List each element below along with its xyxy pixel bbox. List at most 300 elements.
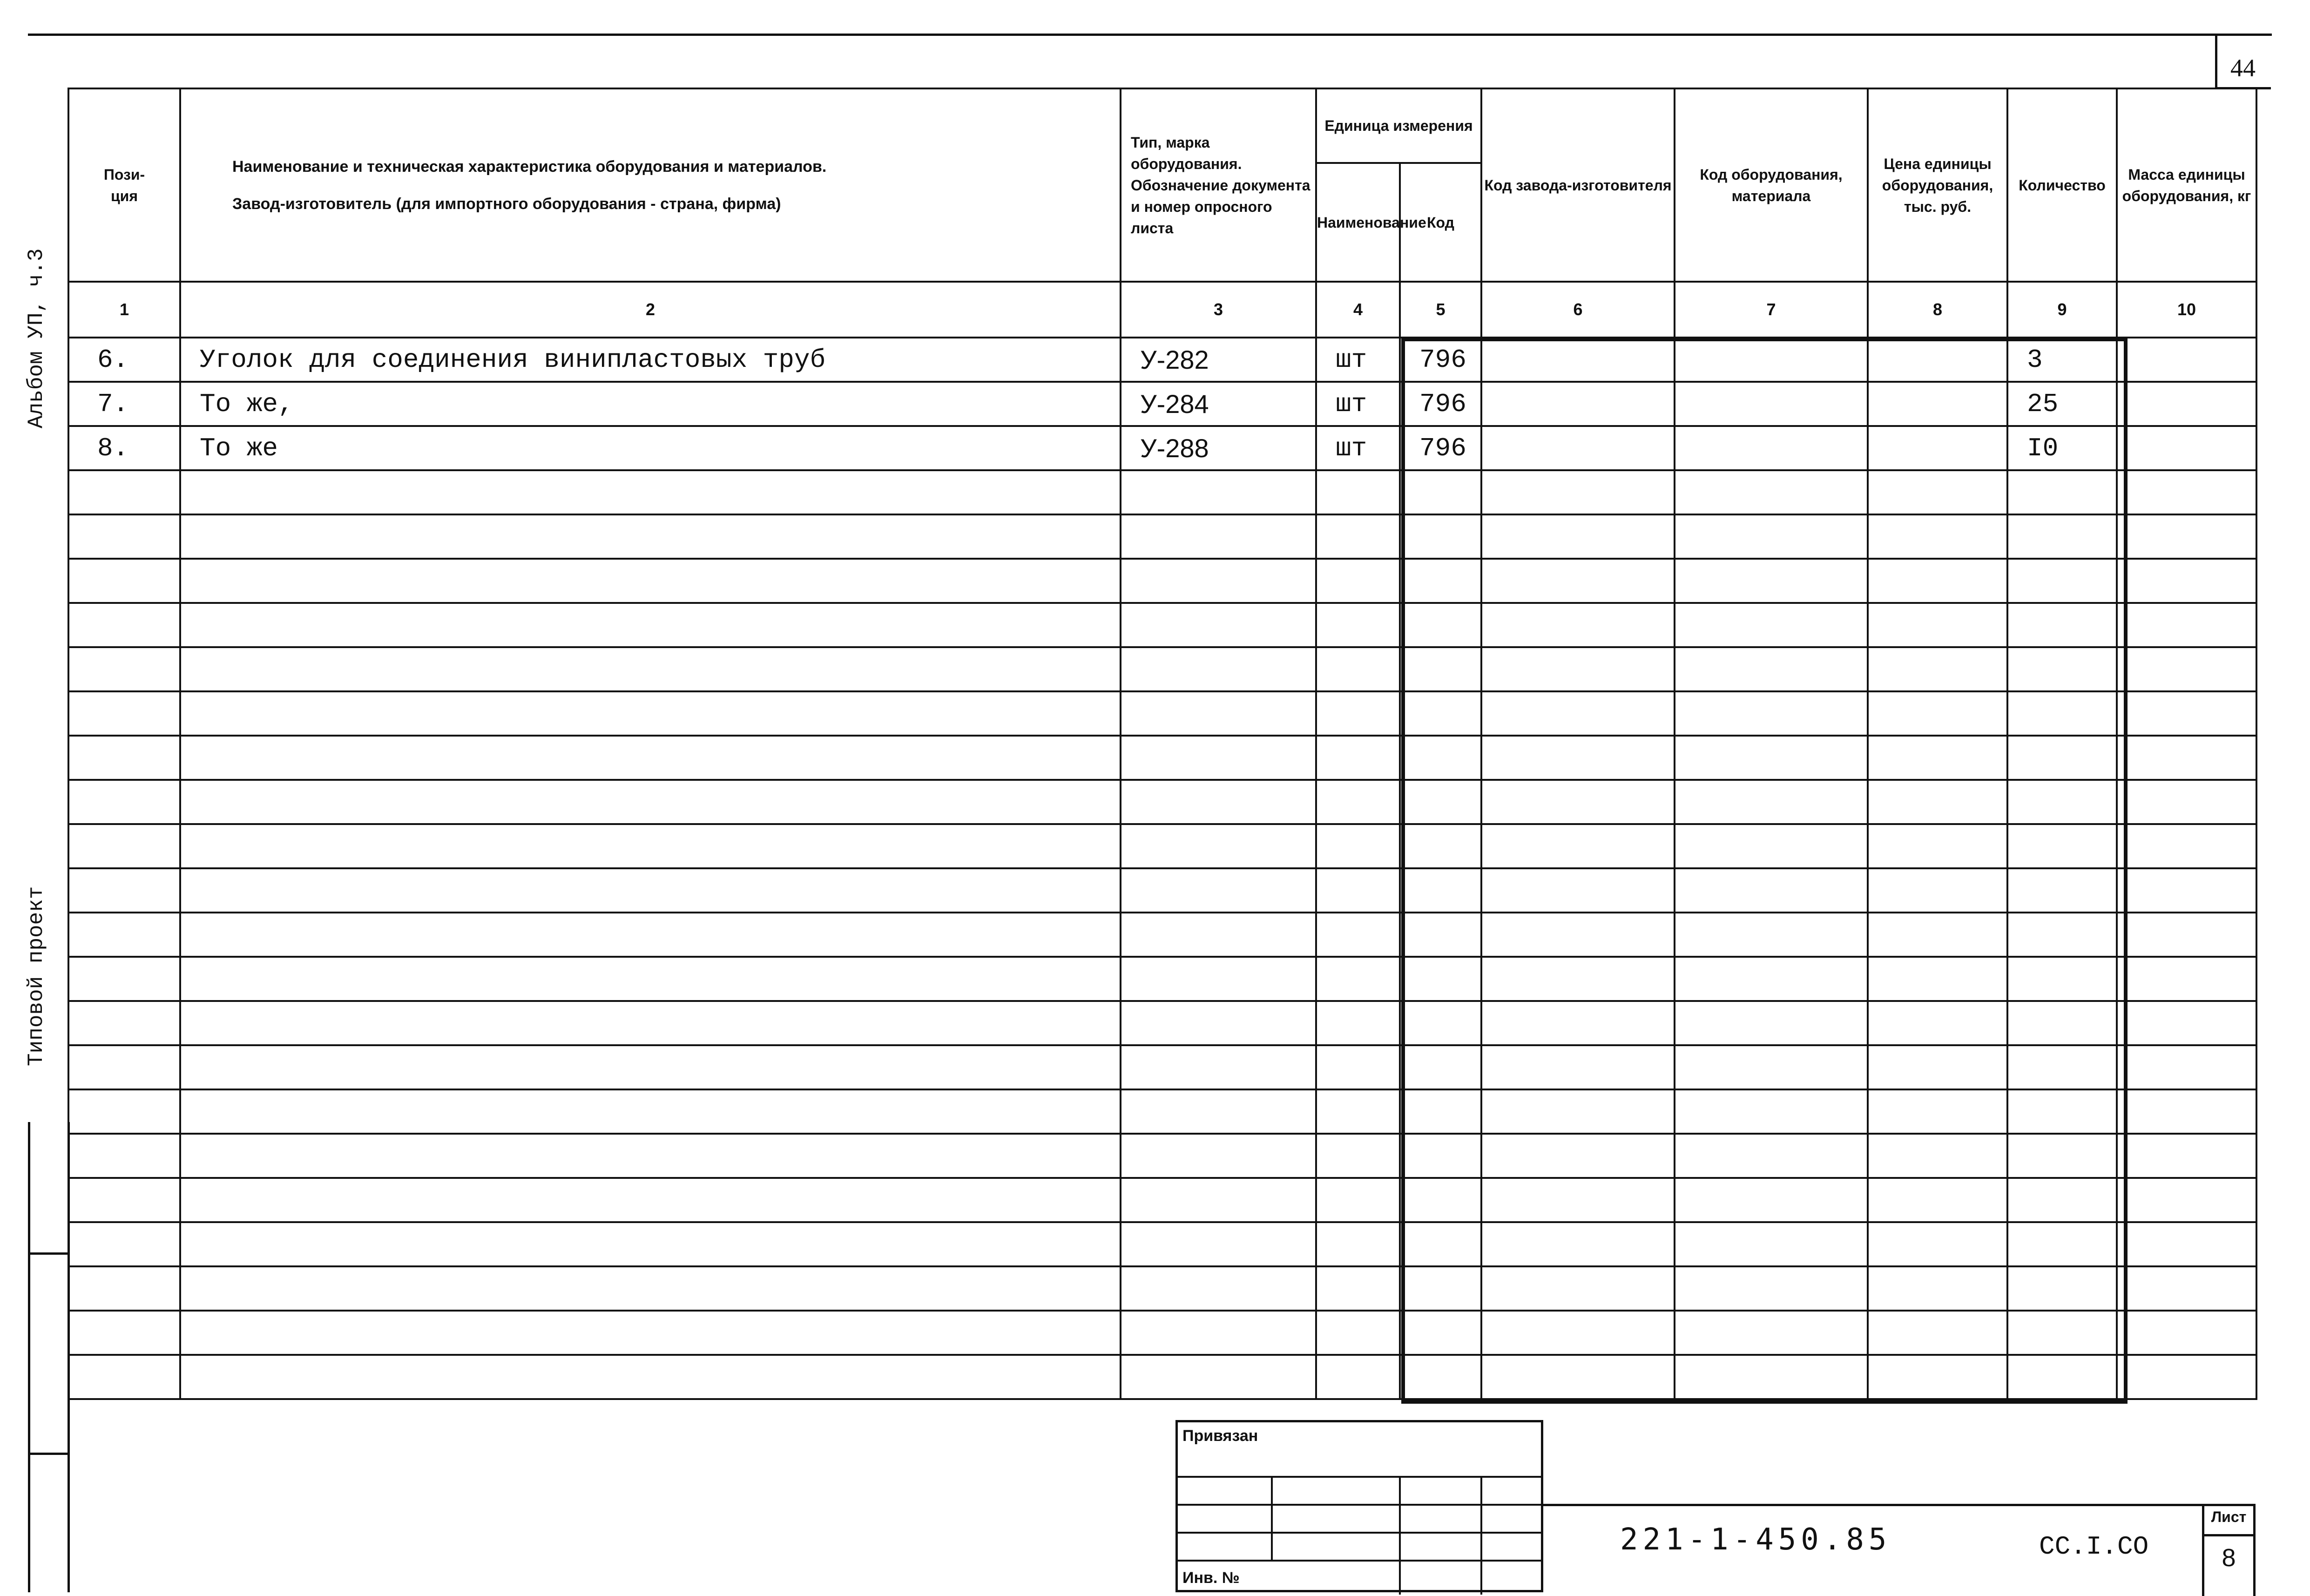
cell-unit-code <box>1400 1355 1481 1399</box>
cell-equipment-code <box>1675 647 1868 691</box>
cell-position <box>68 514 180 559</box>
cell-equipment-code <box>1675 1355 1868 1399</box>
cell-unit-name <box>1316 691 1400 736</box>
cell-factory-code <box>1481 1134 1675 1178</box>
column-number: 7 <box>1675 282 1868 338</box>
cell-unit-code <box>1400 691 1481 736</box>
cell-factory-code <box>1481 824 1675 868</box>
table-row <box>68 1311 2256 1355</box>
cell-position: 7. <box>68 382 180 426</box>
cell-equipment-code <box>1675 1001 1868 1045</box>
cell-quantity <box>2007 913 2117 957</box>
cell-unit-name <box>1316 559 1400 603</box>
stamp-grid-line <box>1399 1476 1401 1595</box>
cell-unit-name <box>1316 1178 1400 1222</box>
sheet-top-border <box>28 34 2272 36</box>
header-quantity: Количество <box>2007 88 2117 282</box>
column-number: 4 <box>1316 282 1400 338</box>
cell-mass <box>2117 913 2256 957</box>
cell-name <box>180 470 1121 514</box>
cell-unit-code <box>1400 736 1481 780</box>
cell-price <box>1868 470 2007 514</box>
cell-mass <box>2117 382 2256 426</box>
cell-unit-code <box>1400 780 1481 824</box>
cell-equipment-code <box>1675 1178 1868 1222</box>
cell-quantity <box>2007 514 2117 559</box>
header-unit-code: Код <box>1400 163 1481 282</box>
header-type: Тип, марка оборудования. Обозначение документа и номер опросного листа <box>1121 88 1316 282</box>
cell-unit-name <box>1316 1089 1400 1134</box>
cell-name <box>180 1178 1121 1222</box>
cell-factory-code <box>1481 736 1675 780</box>
column-number: 10 <box>2117 282 2256 338</box>
cell-unit-name <box>1316 1355 1400 1399</box>
cell-price <box>1868 1089 2007 1134</box>
cell-position <box>68 603 180 647</box>
table-row <box>68 338 2256 382</box>
cell-price <box>1868 1178 2007 1222</box>
cell-factory-code <box>1481 382 1675 426</box>
table-row <box>68 1134 2256 1178</box>
cell-unit-name <box>1316 1001 1400 1045</box>
table-row <box>68 868 2256 913</box>
strip-divider <box>30 1252 68 1255</box>
cell-equipment-code <box>1675 1089 1868 1134</box>
cell-factory-code <box>1481 957 1675 1001</box>
cell-mass <box>2117 1089 2256 1134</box>
cell-factory-code <box>1481 338 1675 382</box>
cell-equipment-code <box>1675 957 1868 1001</box>
table-row <box>68 603 2256 647</box>
column-number: 5 <box>1400 282 1481 338</box>
table-row <box>68 382 2256 426</box>
cell-type <box>1121 470 1316 514</box>
cell-position <box>68 780 180 824</box>
cell-unit-name <box>1316 514 1400 559</box>
stamp-attached-label: Привязан <box>1182 1427 1258 1445</box>
cell-unit-name <box>1316 1045 1400 1089</box>
cell-factory-code <box>1481 647 1675 691</box>
cell-unit-name: шт <box>1316 426 1400 470</box>
cell-factory-code <box>1481 1001 1675 1045</box>
cell-unit-code <box>1400 957 1481 1001</box>
cell-equipment-code <box>1675 1045 1868 1089</box>
column-number-row <box>68 282 2256 338</box>
cell-type <box>1121 1045 1316 1089</box>
cell-factory-code <box>1481 470 1675 514</box>
cell-equipment-code <box>1675 691 1868 736</box>
header-factory-code: Код завода-изготовителя <box>1481 88 1675 282</box>
cell-unit-code <box>1400 514 1481 559</box>
cell-unit-code <box>1400 470 1481 514</box>
cell-name <box>180 514 1121 559</box>
cell-position <box>68 868 180 913</box>
cell-type <box>1121 868 1316 913</box>
cell-unit-name: шт <box>1316 338 1400 382</box>
cell-unit-code <box>1400 824 1481 868</box>
column-number: 1 <box>68 282 180 338</box>
cell-equipment-code <box>1675 868 1868 913</box>
table-row <box>68 691 2256 736</box>
cell-unit-name <box>1316 1266 1400 1311</box>
cell-name <box>180 1355 1121 1399</box>
header-name-line2: Завод-изготовитель (для импортного оборудования - страна, фирма) <box>232 195 781 213</box>
cell-mass <box>2117 1001 2256 1045</box>
cell-price <box>1868 603 2007 647</box>
table-row <box>68 1222 2256 1266</box>
cell-unit-code: 796 <box>1400 338 1481 382</box>
cell-position <box>68 1222 180 1266</box>
cell-position <box>68 647 180 691</box>
cell-equipment-code <box>1675 824 1868 868</box>
cell-type <box>1121 824 1316 868</box>
cell-type <box>1121 736 1316 780</box>
cell-price <box>1868 780 2007 824</box>
cell-factory-code <box>1481 559 1675 603</box>
cell-unit-code <box>1400 1178 1481 1222</box>
cell-factory-code <box>1481 514 1675 559</box>
sheet-box-divider <box>2202 1534 2256 1536</box>
left-approval-strip <box>28 1122 70 1592</box>
cell-name <box>180 913 1121 957</box>
cell-mass <box>2117 736 2256 780</box>
cell-position <box>68 1266 180 1311</box>
cell-price <box>1868 647 2007 691</box>
cell-unit-code <box>1400 1266 1481 1311</box>
table-row <box>68 470 2256 514</box>
album-side-title: Альбом УП, ч.3 <box>24 248 48 428</box>
stamp-grid-line <box>1480 1476 1482 1595</box>
cell-factory-code <box>1481 1222 1675 1266</box>
cell-mass <box>2117 691 2256 736</box>
table-row <box>68 913 2256 957</box>
cell-type <box>1121 1222 1316 1266</box>
cell-quantity: 3 <box>2007 338 2117 382</box>
cell-unit-name <box>1316 1222 1400 1266</box>
cell-type <box>1121 514 1316 559</box>
cell-mass <box>2117 559 2256 603</box>
cell-factory-code <box>1481 780 1675 824</box>
cell-quantity <box>2007 957 2117 1001</box>
cell-factory-code <box>1481 426 1675 470</box>
stamp-grid-line <box>1178 1504 1541 1506</box>
cell-price <box>1868 1045 2007 1089</box>
header-name <box>180 88 1121 282</box>
cell-price <box>1868 1222 2007 1266</box>
cell-mass <box>2117 647 2256 691</box>
cell-equipment-code <box>1675 426 1868 470</box>
cell-equipment-code <box>1675 913 1868 957</box>
cell-price <box>1868 1001 2007 1045</box>
cell-quantity: 25 <box>2007 382 2117 426</box>
cell-name <box>180 1222 1121 1266</box>
cell-mass <box>2117 338 2256 382</box>
header-price: Цена единицы оборудования, тыс. руб. <box>1868 88 2007 282</box>
cell-unit-code <box>1400 603 1481 647</box>
cell-price <box>1868 338 2007 382</box>
cell-position <box>68 1355 180 1399</box>
strip-divider <box>30 1453 68 1455</box>
cell-quantity <box>2007 1222 2117 1266</box>
cell-price <box>1868 913 2007 957</box>
cell-equipment-code <box>1675 470 1868 514</box>
table-row <box>68 1355 2256 1399</box>
cell-quantity <box>2007 780 2117 824</box>
cell-position <box>68 913 180 957</box>
cell-type <box>1121 1089 1316 1134</box>
cell-type <box>1121 559 1316 603</box>
cell-position <box>68 957 180 1001</box>
table-row <box>68 514 2256 559</box>
cell-name <box>180 1045 1121 1089</box>
header-position: Пози- ция <box>68 88 180 282</box>
cell-unit-code <box>1400 1311 1481 1355</box>
header-row-1 <box>68 88 2256 163</box>
cell-factory-code <box>1481 1311 1675 1355</box>
column-number: 8 <box>1868 282 2007 338</box>
cell-position <box>68 1045 180 1089</box>
cell-type <box>1121 1311 1316 1355</box>
cell-equipment-code <box>1675 559 1868 603</box>
cell-mass <box>2117 1222 2256 1266</box>
cell-name <box>180 1311 1121 1355</box>
attachment-stamp <box>1175 1420 1543 1592</box>
cell-equipment-code <box>1675 514 1868 559</box>
table-row <box>68 1045 2256 1089</box>
cell-type <box>1121 1134 1316 1178</box>
cell-price <box>1868 1266 2007 1311</box>
cell-mass <box>2117 868 2256 913</box>
cell-mass <box>2117 426 2256 470</box>
cell-price <box>1868 1311 2007 1355</box>
stamp-grid-line <box>1178 1532 1541 1534</box>
cell-equipment-code <box>1675 1266 1868 1311</box>
cell-unit-name <box>1316 868 1400 913</box>
cell-equipment-code <box>1675 1134 1868 1178</box>
cell-type <box>1121 913 1316 957</box>
cell-position <box>68 1134 180 1178</box>
cell-name <box>180 1134 1121 1178</box>
cell-position <box>68 691 180 736</box>
cell-position <box>68 470 180 514</box>
sheet-label: Лист <box>2211 1508 2247 1525</box>
cell-unit-name <box>1316 824 1400 868</box>
cell-quantity <box>2007 470 2117 514</box>
cell-name <box>180 824 1121 868</box>
cell-name <box>180 603 1121 647</box>
header-equipment-code: Код оборудования, материала <box>1675 88 1868 282</box>
table-row <box>68 1266 2256 1311</box>
page-number: 44 <box>2230 54 2256 82</box>
cell-equipment-code <box>1675 382 1868 426</box>
cell-type <box>1121 603 1316 647</box>
table-row <box>68 957 2256 1001</box>
table-row <box>68 824 2256 868</box>
cell-unit-code <box>1400 1001 1481 1045</box>
cell-factory-code <box>1481 1178 1675 1222</box>
sheet-number: 8 <box>2222 1544 2236 1572</box>
cell-unit-code <box>1400 1045 1481 1089</box>
cell-equipment-code <box>1675 780 1868 824</box>
cell-equipment-code <box>1675 1222 1868 1266</box>
cell-position <box>68 736 180 780</box>
cell-price <box>1868 691 2007 736</box>
cell-name <box>180 647 1121 691</box>
cell-factory-code <box>1481 1045 1675 1089</box>
cell-quantity <box>2007 1045 2117 1089</box>
cell-price <box>1868 514 2007 559</box>
table-row <box>68 559 2256 603</box>
cell-quantity <box>2007 647 2117 691</box>
cell-type: У-284 <box>1121 382 1316 426</box>
cell-mass <box>2117 514 2256 559</box>
table-row <box>68 1178 2256 1222</box>
cell-unit-name <box>1316 780 1400 824</box>
cell-type: У-288 <box>1121 426 1316 470</box>
cell-position <box>68 559 180 603</box>
cell-factory-code <box>1481 1266 1675 1311</box>
title-block-top-line <box>1543 1504 2256 1506</box>
cell-position: 8. <box>68 426 180 470</box>
cell-unit-name <box>1316 1134 1400 1178</box>
cell-mass <box>2117 1134 2256 1178</box>
column-number: 6 <box>1481 282 1675 338</box>
cell-factory-code <box>1481 1089 1675 1134</box>
cell-quantity <box>2007 1266 2117 1311</box>
document-number: 221-1-450.85 <box>1620 1522 1891 1557</box>
stamp-grid-line <box>1178 1560 1541 1562</box>
cell-quantity <box>2007 868 2117 913</box>
cell-mass <box>2117 1355 2256 1399</box>
cell-mass <box>2117 1266 2256 1311</box>
stamp-grid-line <box>1178 1476 1541 1478</box>
cell-price <box>1868 957 2007 1001</box>
cell-unit-name: шт <box>1316 382 1400 426</box>
cell-unit-code <box>1400 868 1481 913</box>
stamp-grid-line <box>1271 1476 1273 1560</box>
cell-unit-code <box>1400 1134 1481 1178</box>
cell-quantity <box>2007 1134 2117 1178</box>
cell-type <box>1121 1178 1316 1222</box>
cell-price <box>1868 1134 2007 1178</box>
cell-mass <box>2117 603 2256 647</box>
cell-type <box>1121 1266 1316 1311</box>
cell-quantity <box>2007 603 2117 647</box>
cell-mass <box>2117 780 2256 824</box>
table-row <box>68 736 2256 780</box>
cell-unit-code: 796 <box>1400 426 1481 470</box>
cell-quantity <box>2007 1089 2117 1134</box>
cell-name: Уголок для соединения винипластовых труб <box>180 338 1121 382</box>
cell-quantity <box>2007 824 2117 868</box>
column-number: 2 <box>180 282 1121 338</box>
cell-unit-name <box>1316 603 1400 647</box>
cell-mass <box>2117 470 2256 514</box>
cell-factory-code <box>1481 1355 1675 1399</box>
document-code: СС.I.СО <box>2039 1532 2149 1562</box>
cell-unit-code <box>1400 1089 1481 1134</box>
cell-position: 6. <box>68 338 180 382</box>
cell-price <box>1868 824 2007 868</box>
cell-mass <box>2117 1045 2256 1089</box>
cell-mass <box>2117 957 2256 1001</box>
cell-name: То же, <box>180 382 1121 426</box>
cell-name <box>180 1266 1121 1311</box>
cell-name <box>180 691 1121 736</box>
specification-table <box>68 88 2257 1400</box>
cell-name <box>180 736 1121 780</box>
cell-mass <box>2117 824 2256 868</box>
cell-unit-code <box>1400 647 1481 691</box>
cell-position <box>68 1089 180 1134</box>
cell-name <box>180 1001 1121 1045</box>
cell-type <box>1121 1001 1316 1045</box>
cell-price <box>1868 868 2007 913</box>
stamp-inventory-label: Инв. № <box>1182 1569 1240 1587</box>
cell-unit-name <box>1316 470 1400 514</box>
cell-quantity <box>2007 1311 2117 1355</box>
cell-quantity: I0 <box>2007 426 2117 470</box>
cell-mass <box>2117 1311 2256 1355</box>
cell-name <box>180 868 1121 913</box>
table-row <box>68 780 2256 824</box>
column-number: 9 <box>2007 282 2117 338</box>
cell-unit-code: 796 <box>1400 382 1481 426</box>
cell-price <box>1868 736 2007 780</box>
cell-price <box>1868 382 2007 426</box>
cell-quantity <box>2007 1001 2117 1045</box>
column-number: 3 <box>1121 282 1316 338</box>
cell-type <box>1121 691 1316 736</box>
table-row <box>68 647 2256 691</box>
cell-unit-name <box>1316 1311 1400 1355</box>
cell-name <box>180 559 1121 603</box>
cell-equipment-code <box>1675 736 1868 780</box>
cell-factory-code <box>1481 913 1675 957</box>
cell-equipment-code <box>1675 1311 1868 1355</box>
cell-mass <box>2117 1178 2256 1222</box>
cell-type: У-282 <box>1121 338 1316 382</box>
project-side-title: Типовой проект <box>24 886 48 1066</box>
cell-price <box>1868 1355 2007 1399</box>
cell-position <box>68 1178 180 1222</box>
cell-factory-code <box>1481 691 1675 736</box>
cell-equipment-code <box>1675 338 1868 382</box>
cell-name <box>180 957 1121 1001</box>
cell-position <box>68 1001 180 1045</box>
header-unit-group: Единица измерения <box>1316 88 1481 163</box>
cell-name <box>180 1089 1121 1134</box>
cell-unit-name <box>1316 647 1400 691</box>
table-row <box>68 426 2256 470</box>
cell-quantity <box>2007 559 2117 603</box>
cell-price <box>1868 426 2007 470</box>
cell-type <box>1121 647 1316 691</box>
cell-quantity <box>2007 691 2117 736</box>
cell-quantity <box>2007 1355 2117 1399</box>
cell-position <box>68 1311 180 1355</box>
cell-unit-name <box>1316 736 1400 780</box>
cell-price <box>1868 559 2007 603</box>
header-name-line1: Наименование и техническая характеристика оборудования и материалов. <box>232 157 827 176</box>
cell-quantity <box>2007 736 2117 780</box>
header-mass: Масса единицы оборудования, кг <box>2117 88 2256 282</box>
cell-factory-code <box>1481 868 1675 913</box>
cell-quantity <box>2007 1178 2117 1222</box>
cell-type <box>1121 780 1316 824</box>
cell-type <box>1121 957 1316 1001</box>
table-row <box>68 1089 2256 1134</box>
